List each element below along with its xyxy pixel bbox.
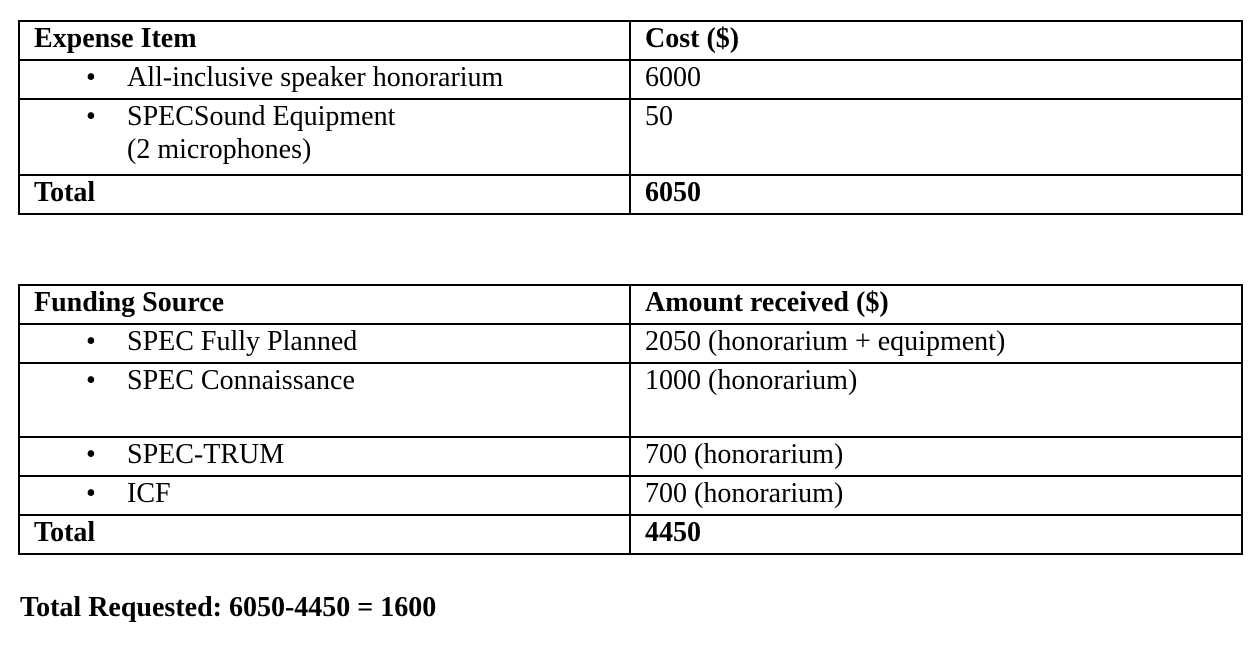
funding-amount: 700 (honorarium): [630, 476, 1242, 515]
expense-item-header: Expense Item: [19, 21, 630, 60]
funding-source-header: Funding Source: [19, 285, 630, 324]
funding-total-value: 4450: [630, 515, 1242, 554]
bullet: •: [86, 439, 96, 470]
expense-total-value: 6050: [630, 175, 1242, 214]
funding-table: [18, 284, 1243, 555]
bullet: •: [86, 62, 96, 93]
cost-header: Cost ($): [630, 21, 1242, 60]
bullet: •: [86, 101, 96, 132]
table-row: [19, 476, 1242, 515]
funding-amount: 1000 (honorarium): [630, 363, 1242, 437]
expense-header-row: [19, 21, 1242, 60]
expense-item-name: SPECSound Equipment: [127, 101, 396, 132]
expense-cost: 6000: [630, 60, 1242, 99]
table-row: [19, 324, 1242, 363]
expense-total-row: [19, 175, 1242, 214]
expense-table: [18, 20, 1243, 215]
funding-source-name: SPEC-TRUM: [127, 439, 285, 470]
total-requested: Total Requested: 6050-4450 = 1600: [20, 592, 437, 623]
table-row: [19, 363, 1242, 437]
bullet: •: [86, 365, 96, 396]
funding-amount: 2050 (honorarium + equipment): [630, 324, 1242, 363]
funding-source-name: SPEC Connaissance: [127, 365, 355, 396]
bullet: •: [86, 478, 96, 509]
expense-cost: 50: [630, 99, 1242, 175]
amount-received-header: Amount received ($): [630, 285, 1242, 324]
funding-total-label: Total: [19, 515, 630, 554]
funding-source-name: ICF: [127, 478, 171, 509]
expense-total-label: Total: [19, 175, 630, 214]
table-row: [19, 99, 1242, 175]
expense-item-detail: (2 microphones): [127, 134, 312, 165]
funding-header-row: [19, 285, 1242, 324]
funding-amount: 700 (honorarium): [630, 437, 1242, 476]
table-row: [19, 60, 1242, 99]
funding-source-name: SPEC Fully Planned: [127, 326, 358, 357]
expense-item-name: All-inclusive speaker honorarium: [127, 62, 504, 93]
table-row: [19, 437, 1242, 476]
funding-total-row: [19, 515, 1242, 554]
bullet: •: [86, 326, 96, 357]
